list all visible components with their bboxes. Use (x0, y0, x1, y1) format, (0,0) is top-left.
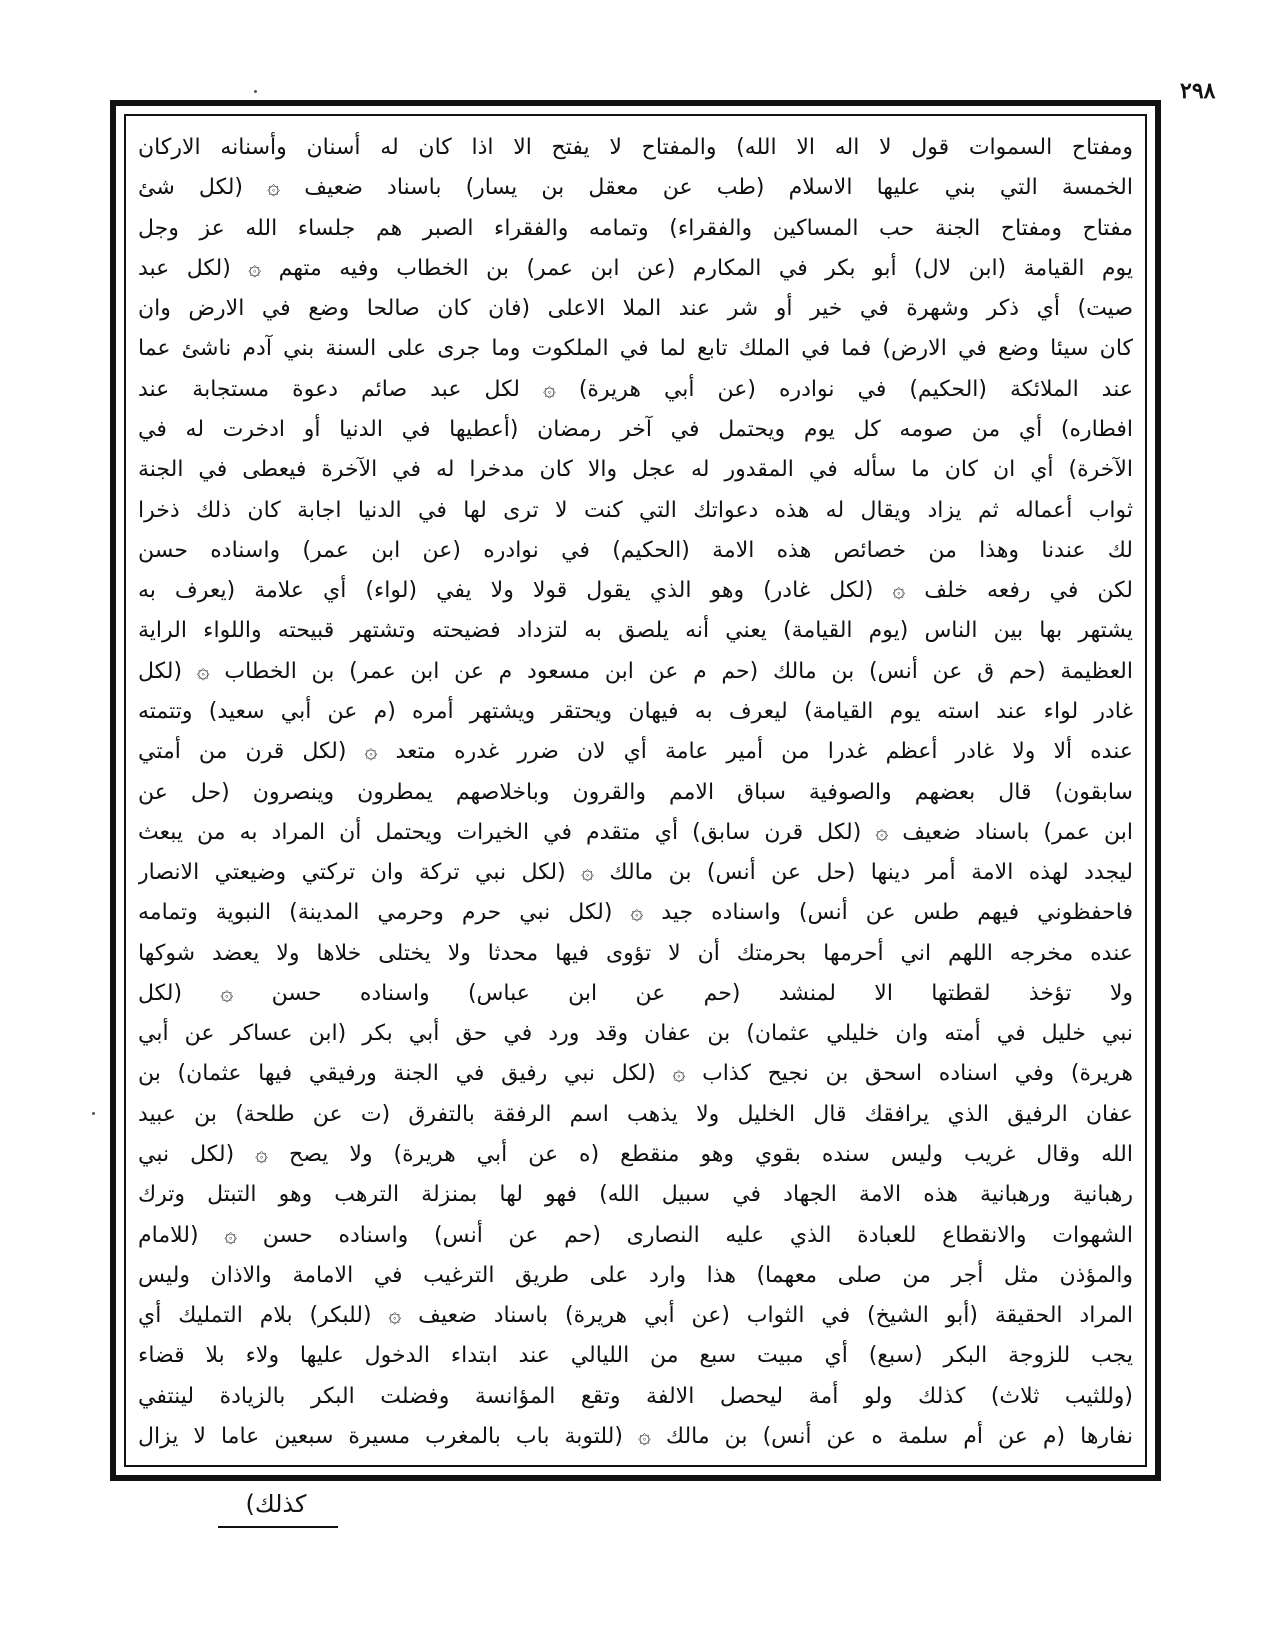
text-line: ابن عمر) باسناد ضعيف ۞ (لكل قرن سابق) أي متقدم في الخيرات ويحتمل أن المراد به من يبعث (138, 819, 1133, 845)
text-line: العظيمة (حم ق عن أنس) بن مالك (حم م عن ابن مسعود م عن ابن عمر) بن الخطاب ۞ (لكل (138, 658, 1133, 684)
text-line: ومفتاح السموات قول لا اله الا الله) والمفتاح لا يفتح الا اذا كان له أسنان وأسنانه الاركان (138, 135, 1133, 160)
text-line: ثواب أعماله ثم يزاد ويقال له هذه دعواتك التي كنت لا ترى لها في الدنيا اجابة كان ذلك ذخرا (138, 497, 1133, 523)
text-line: الآخرة) أي ان كان ما سأله في المقدور له عجل والا كان مدخرا له في الآخرة فيعطى في الجنة (138, 457, 1133, 483)
text-line: كان سيئا وضع في الارض) فما في الملك تابع لما في الملكوت وما جرى على السنة بني آدم ناشئ عما (138, 336, 1133, 362)
text-line: فاحفظوني فيهم طس عن أنس) واسناده جيد ۞ (لكل نبي حرم وحرمي المدينة) النبوية وتمامه (138, 900, 1133, 926)
text-line: الخمسة التي بني عليها الاسلام (طب عن معقل بن يسار) باسناد ضعيف ۞ (لكل شئ (138, 175, 1133, 201)
text-line: الشهوات والانقطاع للعبادة الذي عليه النصارى (حم عن أنس) واسناده حسن ۞ (للامام (138, 1222, 1133, 1248)
text-line: الله وقال غريب وليس سنده بقوي وهو منقطع (ه عن أبي هريرة) ولا يصح ۞ (لكل نبي (138, 1142, 1133, 1168)
text-line: عفان الرفيق الذي يرافقك قال الخليل ولا يذهب اسم الرفقة بالتفرق (ت عن طلحة) بن عبيد (138, 1101, 1133, 1127)
text-line: مفتاح ومفتاح الجنة حب المساكين والفقراء) وتمامه والفقراء الصبر هم جلساء الله عز وجل (138, 215, 1133, 241)
text-line: يشتهر بها بين الناس (يوم القيامة) يعني أنه يلصق به لتزداد فضيحته وتشتهر قبيحته واللواء الراية (138, 618, 1133, 644)
text-line: لك عندنا وهذا من خصائص هذه الامة (الحكيم) في نوادره (عن ابن عمر) واسناده حسن (138, 537, 1133, 563)
text-line: يجب للزوجة البكر (سبع) أي مبيت سبع من الليالي عند ابتداء الدخول عليها ولاء بلا قضاء (138, 1343, 1133, 1369)
text-line: هريرة) وفي اسناده اسحق بن نجيح كذاب ۞ (لكل نبي رفيق في الجنة ورفيقي فيها عثمان) بن (138, 1061, 1133, 1087)
scan-speck (92, 1112, 95, 1115)
text-line: رهبانية ورهبانية هذه الامة الجهاد في سبيل الله) فهو لها بمنزلة الترهب وهو التبتل وترك (138, 1182, 1133, 1208)
text-line: عند الملائكة (الحكيم) في نوادره (عن أبي هريرة) ۞ لكل عبد صائم دعوة مستجابة عند (138, 376, 1133, 402)
text-line: نبي خليل في أمته وان خليلي عثمان) بن عفان وقد ورد في حق أبي بكر (ابن عساكر عن أبي (138, 1021, 1133, 1047)
text-line: سابقون) قال بعضهم والصوفية سباق الامم والقرون وباخلاصهم يمطرون وينصرون (حل عن (138, 779, 1133, 805)
text-line: لكن في رفعه خلف ۞ (لكل غادر) وهو الذي يقول قولا ولا يفي (لواء) أي علامة (يعرف به (138, 578, 1133, 604)
text-line: صيت) أي ذكر وشهرة في خير أو شر عند الملا الاعلى (فان كان صالحا وضع في الارض وان (138, 296, 1133, 322)
text-line: والمؤذن مثل أجر من صلى معهما) هذا وارد على طريق الترغيب في الامامة والاذان وليس (138, 1262, 1133, 1288)
text-line: يوم القيامة (ابن لال) أبو بكر في المكارم (عن ابن عمر) بن الخطاب وفيه متهم ۞ (لكل عبد (138, 255, 1133, 281)
text-line: ولا تؤخذ لقطتها الا لمنشد (حم عن ابن عباس) واسناده حسن ۞ (لكل (138, 980, 1133, 1006)
text-line: غادر لواء عند استه يوم القيامة) ليعرف به فيهان ويحتقر ويشتهر أمره (م عن أبي سعيد) وتتمته (138, 698, 1133, 724)
page-number: ٢٩٨ (1180, 78, 1216, 104)
catchword: كذلك) (245, 1490, 307, 1518)
text-line: نفارها (م عن أم سلمة ه عن أنس) بن مالك ۞ (للتوبة باب بالمغرب مسيرة سبعين عاما لا يزال (138, 1424, 1133, 1449)
text-line: (وللثيب ثلاث) كذلك ولو أمة ليحصل الالفة وتقع المؤانسة وفضلت البكر بالزيادة لينتفي (138, 1383, 1133, 1409)
text-line: عنده مخرجه اللهم اني أحرمها بحرمتك أن لا تؤوى فيها محدثا ولا يختلى خلاها ولا يعضد شوكها (138, 940, 1133, 966)
catchword-underline (218, 1526, 338, 1528)
text-line: ليجدد لهذه الامة أمر دينها (حل عن أنس) بن مالك ۞ (لكل نبي تركة وان تركتي وضيعتي الانصار (138, 860, 1133, 886)
scan-speck (254, 90, 257, 93)
text-line: المراد الحقيقة (أبو الشيخ) في الثواب (عن أبي هريرة) باسناد ضعيف ۞ (للبكر) بلام التمليك أي (138, 1303, 1133, 1329)
text-line: افطاره) أي من صومه كل يوم ويحتمل في آخر رمضان (أعطيها في الدنيا أو ادخرت له في (138, 416, 1133, 442)
main-text-block (134, 124, 1137, 1461)
text-line: عنده ألا ولا غادر أعظم غدرا من أمير عامة أي لان ضرر غدره متعد ۞ (لكل قرن من أمتي (138, 739, 1133, 765)
